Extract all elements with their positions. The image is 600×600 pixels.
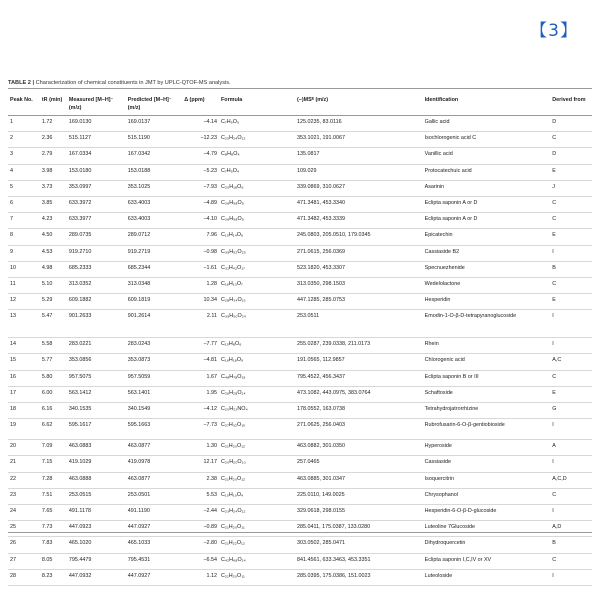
cell-retention-time: 2.36 [40,132,67,148]
cell-formula: C₂₀H₂₀O₁₀ [219,456,295,472]
cell-peak: 5 [8,180,40,196]
cell-derived-from: A [550,440,592,456]
cell-retention-time: 1.72 [40,116,67,132]
cell-predicted-mz: 633.4003 [126,196,182,212]
cell-derived-from: A,C,D [550,472,592,488]
col-header-delta: Δ (ppm) [182,96,219,116]
cell-formula: C₃₁H₄₂O₁₇ [219,261,295,277]
cell-peak: 24 [8,504,40,520]
cell-retention-time: 5.58 [40,338,67,354]
cell-retention-time: 8.23 [40,569,67,585]
cell-predicted-mz: 919.2719 [126,245,182,261]
cell-peak: 4 [8,164,40,180]
cell-measured-mz: 901.2633 [67,310,126,338]
cell-delta-ppm: −4.12 [182,403,219,419]
cell-peak: 27 [8,553,40,569]
cell-measured-mz: 283.0221 [67,338,126,354]
cell-delta-ppm: 1.95 [182,386,219,402]
cell-peak: 19 [8,419,40,440]
cell-peak: 25 [8,521,40,537]
cell-predicted-mz: 353.0873 [126,354,182,370]
cell-delta-ppm: 5.53 [182,488,219,504]
cell-formula: C₃₉H₅₂O₂₅ [219,245,295,261]
cell-formula: C₁₅H₁₄O₆ [219,229,295,245]
cell-formula: C₂₁H₂₀O₁₂ [219,440,295,456]
table-bottom-divider [8,532,592,533]
cell-peak: 12 [8,294,40,310]
cell-identification: Dihydroquercetin [423,537,551,553]
cell-measured-mz: 595.1617 [67,419,126,440]
cell-retention-time: 7.51 [40,488,67,504]
cell-derived-from: I [550,456,592,472]
cell-msms-fragments: 253.0511 [295,310,423,338]
cell-derived-from: B [550,537,592,553]
cell-formula: C₈H₈O₄ [219,148,295,164]
cell-identification: Epicatechin [423,229,551,245]
cell-predicted-mz: 167.0342 [126,148,182,164]
cell-identification: Luteoline 7Glucoside [423,521,551,537]
cell-predicted-mz: 313.0348 [126,277,182,293]
table-row [8,310,592,338]
col-header-peak: Peak No. [8,96,40,116]
cell-predicted-mz: 463.0877 [126,440,182,456]
cell-identification: Vanillic acid [423,148,551,164]
cell-formula: C₃₆H₅₈O₉ [219,213,295,229]
cell-retention-time: 3.98 [40,164,67,180]
cell-predicted-mz: 253.0501 [126,488,182,504]
cell-msms-fragments: 245.0803, 205.0510, 179.0345 [295,229,423,245]
cell-peak: 21 [8,456,40,472]
table-row [8,180,592,196]
cell-predicted-mz: 289.0712 [126,229,182,245]
cell-derived-from: D [550,116,592,132]
cell-measured-mz: 447.0923 [67,521,126,537]
cell-derived-from: I [550,569,592,585]
cell-msms-fragments: 353.1021, 191.0067 [295,132,423,148]
cell-delta-ppm: −12.23 [182,132,219,148]
cell-retention-time: 5.10 [40,277,67,293]
cell-retention-time: 6.62 [40,419,67,440]
table-row [8,213,592,229]
cell-retention-time: 5.47 [40,310,67,338]
cell-identification: Tetrahydrojatrorrhizine [423,403,551,419]
cell-delta-ppm: 1.28 [182,277,219,293]
cell-retention-time: 7.65 [40,504,67,520]
cell-measured-mz: 353.0997 [67,180,126,196]
cell-peak: 20 [8,440,40,456]
cell-delta-ppm: 1.12 [182,569,219,585]
cell-delta-ppm: 1.67 [182,370,219,386]
cell-peak: 15 [8,354,40,370]
cell-predicted-mz: 795.4531 [126,553,182,569]
cell-delta-ppm: −7.93 [182,180,219,196]
cell-derived-from: I [550,419,592,440]
cell-predicted-mz: 419.0978 [126,456,182,472]
cell-retention-time: 3.85 [40,196,67,212]
cell-measured-mz: 633.3977 [67,213,126,229]
cell-msms-fragments: 841.4561, 633.3463, 453.3351 [295,553,423,569]
cell-measured-mz: 957.5075 [67,370,126,386]
table-body [8,116,592,586]
cell-formula: C₂₆H₂₈O₁₄ [219,386,295,402]
cell-formula: C₇H₅O₅ [219,116,295,132]
cell-delta-ppm: 2.11 [182,310,219,338]
cell-peak: 14 [8,338,40,354]
cell-formula: C₃₆H₅₈O₉ [219,196,295,212]
cell-identification: Hyperoside [423,440,551,456]
cell-predicted-mz: 447.0927 [126,569,182,585]
cell-peak: 13 [8,310,40,338]
cell-peak: 26 [8,537,40,553]
cell-formula: C₂₃H₂₄O₁₂ [219,504,295,520]
cell-delta-ppm: −4.81 [182,354,219,370]
cell-measured-mz: 563.1412 [67,386,126,402]
cell-msms-fragments: 257.0465 [295,456,423,472]
cell-peak: 17 [8,386,40,402]
cell-predicted-mz: 491.1190 [126,504,182,520]
cell-delta-ppm: −4.10 [182,213,219,229]
cell-derived-from: E [550,294,592,310]
cell-formula: C₂₁H₂₂O₁₂ [219,537,295,553]
cell-msms-fragments: 463.0885, 301.0347 [295,472,423,488]
col-header-identification: Identification [423,96,551,116]
cell-identification: Chrysophanol [423,488,551,504]
cell-delta-ppm: −0.89 [182,521,219,537]
cell-delta-ppm: −7.73 [182,419,219,440]
cell-delta-ppm: −2.44 [182,504,219,520]
cell-measured-mz: 447.0932 [67,569,126,585]
cell-retention-time: 7.15 [40,456,67,472]
cell-msms-fragments: 339.0869, 310.0627 [295,180,423,196]
cell-measured-mz: 153.0180 [67,164,126,180]
cell-delta-ppm: −0.98 [182,245,219,261]
cell-predicted-mz: 633.4003 [126,213,182,229]
cell-peak: 1 [8,116,40,132]
cell-peak: 3 [8,148,40,164]
cell-formula: C₂₈H₃₄O₁₅ [219,294,295,310]
cell-msms-fragments: 303.0502, 285.0471 [295,537,423,553]
table-row [8,132,592,148]
cell-retention-time: 7.09 [40,440,67,456]
cell-msms-fragments: 191.0565, 112.9857 [295,354,423,370]
cell-derived-from: D [550,148,592,164]
table-row [8,553,592,569]
cell-formula: C₂₁H₂₀O₁₁ [219,521,295,537]
cell-msms-fragments: 255.0287, 239.0338, 211.0173 [295,338,423,354]
col-header-formula: Formula [219,96,295,116]
cell-retention-time: 8.05 [40,553,67,569]
cell-predicted-mz: 353.1025 [126,180,182,196]
cell-measured-mz: 919.2710 [67,245,126,261]
cell-derived-from: E [550,386,592,402]
cell-predicted-mz: 153.0188 [126,164,182,180]
cell-measured-mz: 609.1882 [67,294,126,310]
cell-retention-time: 4.98 [40,261,67,277]
cell-peak: 2 [8,132,40,148]
cell-retention-time: 5.29 [40,294,67,310]
cell-peak: 18 [8,403,40,419]
cell-peak: 6 [8,196,40,212]
cell-delta-ppm: −6.54 [182,553,219,569]
col-header-msms: (–)MSᴱ (m/z) [295,96,423,116]
table-row [8,472,592,488]
cell-retention-time: 6.16 [40,403,67,419]
cell-derived-from: I [550,504,592,520]
cell-peak: 9 [8,245,40,261]
cell-msms-fragments: 285.0395, 175.0386, 151.0023 [295,569,423,585]
cell-msms-fragments: 109.029 [295,164,423,180]
cell-delta-ppm: −4.89 [182,196,219,212]
cell-identification: Specnuezhenide [423,261,551,277]
col-header-derived: Derived from [550,96,592,116]
cell-derived-from: I [550,245,592,261]
table-row [8,386,592,402]
cell-identification: Gallic acid [423,116,551,132]
cell-peak: 8 [8,229,40,245]
table-row [8,245,592,261]
cell-measured-mz: 253.0515 [67,488,126,504]
cell-peak: 7 [8,213,40,229]
cell-derived-from: A,C [550,354,592,370]
cell-delta-ppm: 7.96 [182,229,219,245]
cell-msms-fragments: 471.3481, 453.3340 [295,196,423,212]
cell-derived-from: C [550,132,592,148]
table-row [8,440,592,456]
cell-delta-ppm: −7.77 [182,338,219,354]
cell-measured-mz: 340.1535 [67,403,126,419]
cell-formula: C₁₅H₈O₆ [219,338,295,354]
cell-msms-fragments: 125.0235, 83.0116 [295,116,423,132]
cell-identification: Protocatechuic acid [423,164,551,180]
cell-retention-time: 2.79 [40,148,67,164]
cell-predicted-mz: 595.1663 [126,419,182,440]
cell-retention-time: 4.23 [40,213,67,229]
cell-msms-fragments: 795.4522, 456.3437 [295,370,423,386]
cell-predicted-mz: 447.0927 [126,521,182,537]
cell-delta-ppm: 2.38 [182,472,219,488]
cell-peak: 28 [8,569,40,585]
cell-measured-mz: 515.1127 [67,132,126,148]
cell-retention-time: 6.00 [40,386,67,402]
cell-derived-from: C [550,196,592,212]
table-row [8,354,592,370]
cell-predicted-mz: 340.1549 [126,403,182,419]
cell-identification: Isochlorogenic acid C [423,132,551,148]
cell-msms-fragments: 473.1082, 443.0975, 383.0764 [295,386,423,402]
table-row [8,294,592,310]
cell-derived-from: J [550,180,592,196]
cell-measured-mz: 313.0352 [67,277,126,293]
cell-formula: C₄₈H₇₈O₁₉ [219,370,295,386]
cell-delta-ppm: 12.17 [182,456,219,472]
table-row [8,521,592,537]
table-row [8,338,592,354]
cell-formula: C₃₉H₅₀O₂₄ [219,310,295,338]
table-row [8,116,592,132]
table-row [8,488,592,504]
table-row [8,196,592,212]
cell-derived-from: E [550,229,592,245]
col-header-predicted: Predicted [M–H]⁻ (m/z) [126,96,182,116]
cell-predicted-mz: 283.0243 [126,338,182,354]
cell-predicted-mz: 957.5059 [126,370,182,386]
cell-measured-mz: 167.0334 [67,148,126,164]
cell-identification: Eclipta saponin A or D [423,196,551,212]
table-row [8,164,592,180]
cell-predicted-mz: 609.1819 [126,294,182,310]
cell-measured-mz: 463.0888 [67,472,126,488]
cell-formula: C₁₆H₁₈O₉ [219,354,295,370]
cell-retention-time: 7.73 [40,521,67,537]
constituents-table [8,96,592,586]
cell-derived-from: C [550,277,592,293]
cell-measured-mz: 289.0735 [67,229,126,245]
caption-divider [8,88,592,89]
cell-peak: 16 [8,370,40,386]
table-row [8,504,592,520]
cell-identification: Schaftoside [423,386,551,402]
cell-identification: Eclipta saponin A or D [423,213,551,229]
cell-measured-mz: 685.2333 [67,261,126,277]
cell-identification: Isoquercitrin [423,472,551,488]
cell-derived-from: B [550,261,592,277]
cell-delta-ppm: −4.79 [182,148,219,164]
cell-peak: 11 [8,277,40,293]
col-header-measured: Measured [M–H]⁻ (m/z) [67,96,126,116]
table-caption-label: TABLE 2 | [8,80,35,86]
cell-msms-fragments: 329.0618, 298.0155 [295,504,423,520]
cell-measured-mz: 353.0856 [67,354,126,370]
cell-formula: C₂₀H₂₃NO₄ [219,403,295,419]
cell-predicted-mz: 685.2344 [126,261,182,277]
cell-identification: Asarinin [423,180,551,196]
table-row [8,277,592,293]
cell-predicted-mz: 563.1401 [126,386,182,402]
cell-derived-from: C [550,370,592,386]
cell-formula: C₁₅H₁₀O₄ [219,488,295,504]
cell-measured-mz: 491.1178 [67,504,126,520]
cell-derived-from: I [550,310,592,338]
cell-formula: C₂₀H₁₈O₆ [219,180,295,196]
cell-measured-mz: 633.3972 [67,196,126,212]
cell-identification: Cassiaside [423,456,551,472]
cell-retention-time: 5.77 [40,354,67,370]
table-row [8,148,592,164]
cell-msms-fragments: 463.0882, 301.0350 [295,440,423,456]
cell-peak: 23 [8,488,40,504]
cell-peak: 22 [8,472,40,488]
cell-delta-ppm: 1.30 [182,440,219,456]
cell-derived-from: E [550,164,592,180]
cell-retention-time: 4.53 [40,245,67,261]
cell-identification: Emodin-1-O-β-D-tetrapyranoglucoside [423,310,551,338]
cell-retention-time: 7.28 [40,472,67,488]
table-row [8,537,592,553]
cell-peak: 10 [8,261,40,277]
cell-delta-ppm: −5.23 [182,164,219,180]
table-row [8,419,592,440]
cell-predicted-mz: 901.2614 [126,310,182,338]
cell-identification: Cassiaside B2 [423,245,551,261]
reference-number: 【3】 [530,21,578,41]
table-row [8,261,592,277]
cell-msms-fragments: 447.1285, 285.0753 [295,294,423,310]
cell-identification: Eclipta saponin B or III [423,370,551,386]
cell-msms-fragments: 471.3482, 453.3339 [295,213,423,229]
table-row [8,403,592,419]
cell-predicted-mz: 515.1190 [126,132,182,148]
cell-retention-time: 5.80 [40,370,67,386]
cell-msms-fragments: 178.0552, 163.0738 [295,403,423,419]
cell-identification: Wedelolactone [423,277,551,293]
cell-predicted-mz: 463.0877 [126,472,182,488]
cell-measured-mz: 463.0883 [67,440,126,456]
cell-derived-from: A,D [550,521,592,537]
cell-identification: Rubrofusarin-6-O-β-gentiobioside [423,419,551,440]
cell-measured-mz: 465.1020 [67,537,126,553]
table-row [8,456,592,472]
cell-measured-mz: 419.1029 [67,456,126,472]
cell-retention-time: 4.50 [40,229,67,245]
cell-derived-from: I [550,338,592,354]
cell-formula: C₁₆H₁₀O₇ [219,277,295,293]
cell-msms-fragments: 225.0110, 149.0025 [295,488,423,504]
cell-msms-fragments: 523.1820, 453.3307 [295,261,423,277]
cell-delta-ppm: 10.34 [182,294,219,310]
cell-formula: C₂₅H₂₄O₁₂ [219,132,295,148]
table-row [8,370,592,386]
cell-msms-fragments: 313.0350, 298.1503 [295,277,423,293]
cell-identification: Hesperidin-6-O-β-D-glucoside [423,504,551,520]
table-row [8,229,592,245]
cell-retention-time: 3.73 [40,180,67,196]
cell-measured-mz: 169.0130 [67,116,126,132]
cell-measured-mz: 795.4479 [67,553,126,569]
cell-delta-ppm: −2.80 [182,537,219,553]
cell-predicted-mz: 169.0137 [126,116,182,132]
cell-msms-fragments: 271.0625, 256.0403 [295,419,423,440]
cell-msms-fragments: 271.0615, 256.0369 [295,245,423,261]
cell-formula: C₂₁H₂₀O₁₁ [219,569,295,585]
table-caption-text: Characterization of chemical constituents in JMT by UPLC-QTOF-MS analysis. [35,80,231,86]
cell-delta-ppm: −4.14 [182,116,219,132]
cell-identification: Rhein [423,338,551,354]
col-header-tr: tR (min) [40,96,67,116]
cell-derived-from: C [550,553,592,569]
table-header-row [8,96,592,116]
cell-identification: Luteoloside [423,569,551,585]
cell-derived-from: C [550,488,592,504]
cell-predicted-mz: 465.1033 [126,537,182,553]
cell-identification: Hesperidin [423,294,551,310]
cell-formula: C₂₁H₂₀O₁₂ [219,472,295,488]
table-row [8,569,592,585]
cell-identification: Chlorogenic acid [423,354,551,370]
cell-formula: C₇H₅O₄ [219,164,295,180]
cell-derived-from: G [550,403,592,419]
cell-formula: C₂₇H₃₂O₁₅ [219,419,295,440]
cell-retention-time: 7.83 [40,537,67,553]
cell-msms-fragments: 285.0411, 175.0387, 133.0280 [295,521,423,537]
table-caption [8,80,592,86]
cell-formula: C₄₂H₆₈O₁₄ [219,553,295,569]
cell-derived-from: C [550,213,592,229]
cell-identification: Eclipta saponin I,C,IV or XV [423,553,551,569]
cell-delta-ppm: −1.61 [182,261,219,277]
cell-msms-fragments: 135.0817 [295,148,423,164]
